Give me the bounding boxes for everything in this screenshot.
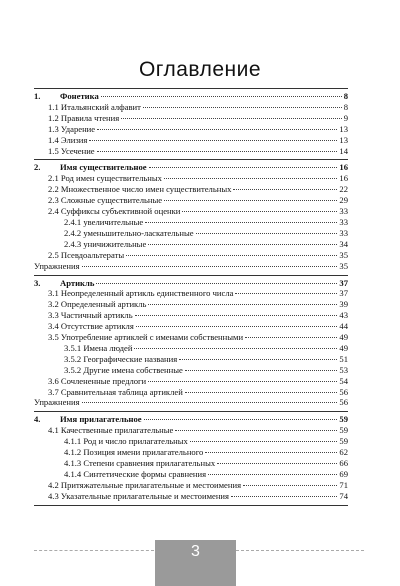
toc-page-number: 59 (339, 414, 348, 425)
toc-entry-title: 3.7 Сравнительная таблица артиклей (48, 386, 183, 397)
toc-chapter-heading[interactable] (34, 414, 348, 425)
page-footer (0, 540, 400, 586)
toc-entry-title: 1.3 Ударение (48, 123, 96, 134)
toc-leader-dots (164, 178, 337, 179)
toc-entry-title: 2.3 Сложные существительные (48, 195, 163, 206)
toc-leader-dots (190, 441, 338, 442)
toc-leader-dots (89, 140, 337, 141)
footer-divider-right (236, 550, 364, 551)
toc-entry[interactable] (34, 387, 348, 398)
toc-entry-title: 3.4 Отсутствие артикля (48, 321, 134, 332)
toc-page-number: 56 (339, 386, 348, 397)
toc-page-number: 33 (339, 227, 348, 238)
toc-page-number: 44 (339, 321, 348, 332)
toc-entry-title: 3.1 Неопределенный артикль единственного числа (48, 288, 234, 299)
toc-entry-title: 2.2 Множественное число имен существительных (48, 184, 232, 195)
toc-entry-title: 2.4.2 уменьшительно-ласкательные (64, 227, 194, 238)
toc-entry[interactable] (34, 425, 348, 436)
toc-leader-dots (96, 283, 337, 284)
toc-entry[interactable] (34, 195, 348, 206)
toc-entry-title: 1.2 Правила чтения (48, 112, 120, 123)
toc-page-number: 49 (339, 342, 348, 353)
toc-leader-dots (82, 266, 338, 267)
toc-entry[interactable] (34, 135, 348, 146)
toc-page-number: 39 (339, 299, 348, 310)
toc-chapter-title: Артикль (60, 277, 95, 288)
toc-entry-title: 3.5.1 Имена людей (64, 342, 133, 353)
toc-chapter-title: Фонетика (60, 91, 99, 101)
toc-leader-dots (231, 496, 337, 497)
toc-leader-dots (175, 430, 337, 431)
toc-section (34, 160, 348, 275)
toc-entry-title: 3.2 Определенный артикль (48, 299, 147, 310)
toc-leader-dots (208, 474, 337, 475)
toc-entry-title: 2.4.3 уничижительные (64, 238, 147, 249)
toc-section (34, 276, 348, 413)
toc-entry[interactable] (34, 491, 348, 502)
toc-page-number: 16 (339, 162, 348, 173)
toc-leader-dots (121, 118, 342, 119)
toc-leader-dots (196, 233, 338, 234)
toc-entry-title: 4.1.2 Позиция имени прилагательного (64, 447, 204, 458)
footer-divider-left (34, 550, 154, 551)
toc-entry-title: 2.4.1 увеличительные (64, 216, 144, 227)
toc-entry[interactable] (34, 447, 348, 458)
table-of-contents (34, 88, 348, 506)
toc-page-number: 16 (339, 173, 348, 184)
toc-leader-dots (101, 96, 342, 97)
toc-entry[interactable] (34, 354, 348, 365)
toc-entry[interactable] (34, 343, 348, 354)
toc-page-number: 33 (339, 206, 348, 217)
toc-page-number: 71 (339, 479, 348, 490)
page-title: Оглавление (138, 58, 262, 81)
toc-chapter-number: 2. (34, 162, 41, 173)
toc-entry-title: 1.1 Итальянский алфавит (48, 101, 141, 112)
toc-leader-dots (205, 452, 337, 453)
toc-entry[interactable] (34, 173, 348, 184)
toc-entry-title: 4.1 Качественные прилагательные (48, 425, 174, 436)
toc-entry[interactable] (34, 250, 348, 261)
toc-page-number: 37 (339, 277, 348, 288)
toc-entry-title: 1.5 Усечение (48, 145, 95, 156)
toc-entry[interactable] (34, 146, 348, 157)
toc-leader-dots (134, 348, 337, 349)
toc-page-number: 37 (339, 288, 348, 299)
toc-leader-dots (235, 293, 337, 294)
toc-page-number: 35 (339, 249, 348, 260)
toc-entry-title: 2.5 Псевдоальтераты (48, 249, 125, 260)
toc-leader-dots (148, 244, 337, 245)
toc-leader-dots (136, 326, 338, 327)
toc-chapter-number: 3. (34, 277, 41, 288)
toc-page-number: 49 (339, 332, 348, 343)
toc-leader-dots (179, 359, 337, 360)
toc-page-number: 62 (339, 447, 348, 458)
toc-leader-dots (233, 189, 337, 190)
toc-page-number: 35 (339, 260, 348, 271)
toc-page-number: 54 (339, 375, 348, 386)
toc-leader-dots (148, 381, 337, 382)
toc-page-number: 53 (339, 364, 348, 375)
toc-entry[interactable] (34, 288, 348, 299)
toc-page-number: 34 (339, 238, 348, 249)
toc-page-number: 69 (339, 468, 348, 479)
toc-page-number: 9 (343, 112, 348, 123)
toc-entry-title: 1.4 Элизия (48, 134, 88, 145)
toc-leader-dots (185, 392, 338, 393)
toc-entry[interactable] (34, 376, 348, 387)
toc-page-number: 66 (339, 458, 348, 468)
toc-entry[interactable] (34, 206, 348, 217)
toc-entry-title: 4.1.1 Род и число прилагательных (64, 436, 188, 447)
toc-leader-dots (243, 485, 337, 486)
toc-entry[interactable] (34, 397, 348, 408)
toc-leader-dots (97, 151, 338, 152)
toc-leader-dots (143, 107, 342, 108)
toc-leader-dots (144, 419, 338, 420)
toc-leader-dots (185, 370, 338, 371)
toc-entry[interactable] (34, 310, 348, 321)
toc-leader-dots (164, 200, 337, 201)
toc-entry[interactable] (34, 436, 348, 447)
toc-chapter-heading[interactable] (34, 91, 348, 102)
toc-entry[interactable] (34, 261, 348, 272)
toc-entry-title: Упражнения (34, 260, 80, 271)
toc-entry[interactable] (34, 365, 348, 376)
toc-leader-dots (217, 463, 337, 464)
toc-entry[interactable] (34, 239, 348, 250)
toc-entry[interactable] (34, 458, 348, 469)
toc-entry[interactable] (34, 480, 348, 491)
toc-leader-dots (245, 337, 337, 338)
toc-chapter-title: Имя прилагательное (60, 414, 142, 425)
toc-page-number: 13 (339, 123, 348, 134)
toc-page-number: 13 (339, 134, 348, 145)
toc-page-number: 22 (339, 184, 348, 195)
toc-page-number: 29 (339, 195, 348, 206)
toc-leader-dots (97, 129, 337, 130)
toc-leader-dots (145, 222, 337, 223)
toc-entry-title: 2.1 Род имен существительных (48, 173, 162, 184)
toc-page-number: 74 (339, 490, 348, 501)
toc-entry-title: 3.3 Частичный артикль (48, 310, 133, 321)
toc-entry[interactable] (34, 332, 348, 343)
toc-entry-title: 4.1.4 Синтетические формы сравнения (64, 468, 207, 479)
toc-page-number: 56 (339, 397, 348, 408)
page-number: 3 (155, 540, 236, 586)
toc-page-number: 51 (339, 353, 348, 364)
toc-page-number: 43 (339, 310, 348, 321)
toc-entry-title: 4.2 Притяжательные прилагательные и местоимения (48, 479, 242, 490)
toc-page-number: 59 (339, 425, 348, 436)
toc-chapter-number: 4. (34, 414, 41, 425)
toc-leader-dots (148, 304, 337, 305)
toc-chapter-heading[interactable] (34, 162, 348, 173)
toc-entry-title: 3.5 Употребление артиклей с именами собственными (48, 332, 244, 343)
toc-entry[interactable] (34, 124, 348, 135)
toc-entry-title: 4.1.3 Степени сравнения прилагательных (64, 458, 216, 468)
toc-entry-title: 2.4 Суффиксы субъективной оценки (48, 206, 181, 217)
toc-entry[interactable] (34, 321, 348, 332)
toc-leader-dots (182, 211, 337, 212)
toc-entry[interactable] (34, 299, 348, 310)
toc-page-number: 8 (343, 91, 348, 101)
toc-chapter-heading[interactable] (34, 278, 348, 289)
toc-entry[interactable] (34, 228, 348, 239)
toc-leader-dots (149, 167, 338, 168)
toc-entry-title: 3.5.2 Другие имена собственные (64, 364, 183, 375)
toc-entry-title: 3.6 Сочлененные предлоги (48, 375, 147, 386)
toc-entry-title: Упражнения (34, 397, 80, 408)
toc-chapter-number: 1. (34, 91, 41, 101)
toc-page-number: 33 (339, 216, 348, 227)
toc-entry[interactable] (34, 184, 348, 195)
toc-entry[interactable] (34, 469, 348, 480)
toc-entry[interactable] (34, 217, 348, 228)
toc-page-number: 8 (343, 101, 348, 112)
toc-page-number: 59 (339, 436, 348, 447)
toc-section (34, 412, 348, 505)
toc-entry-title: 3.5.2 Географические названия (64, 353, 178, 364)
toc-chapter-title: Имя существительное (60, 162, 147, 173)
toc-leader-dots (135, 315, 338, 316)
toc-section (34, 88, 348, 160)
toc-leader-dots (126, 255, 337, 256)
toc-entry[interactable] (34, 113, 348, 124)
toc-entry-title: 4.3 Указательные прилагательные и местоимения (48, 490, 229, 501)
toc-entry[interactable] (34, 102, 348, 113)
toc-page-number: 14 (339, 145, 348, 156)
toc-leader-dots (82, 402, 338, 403)
